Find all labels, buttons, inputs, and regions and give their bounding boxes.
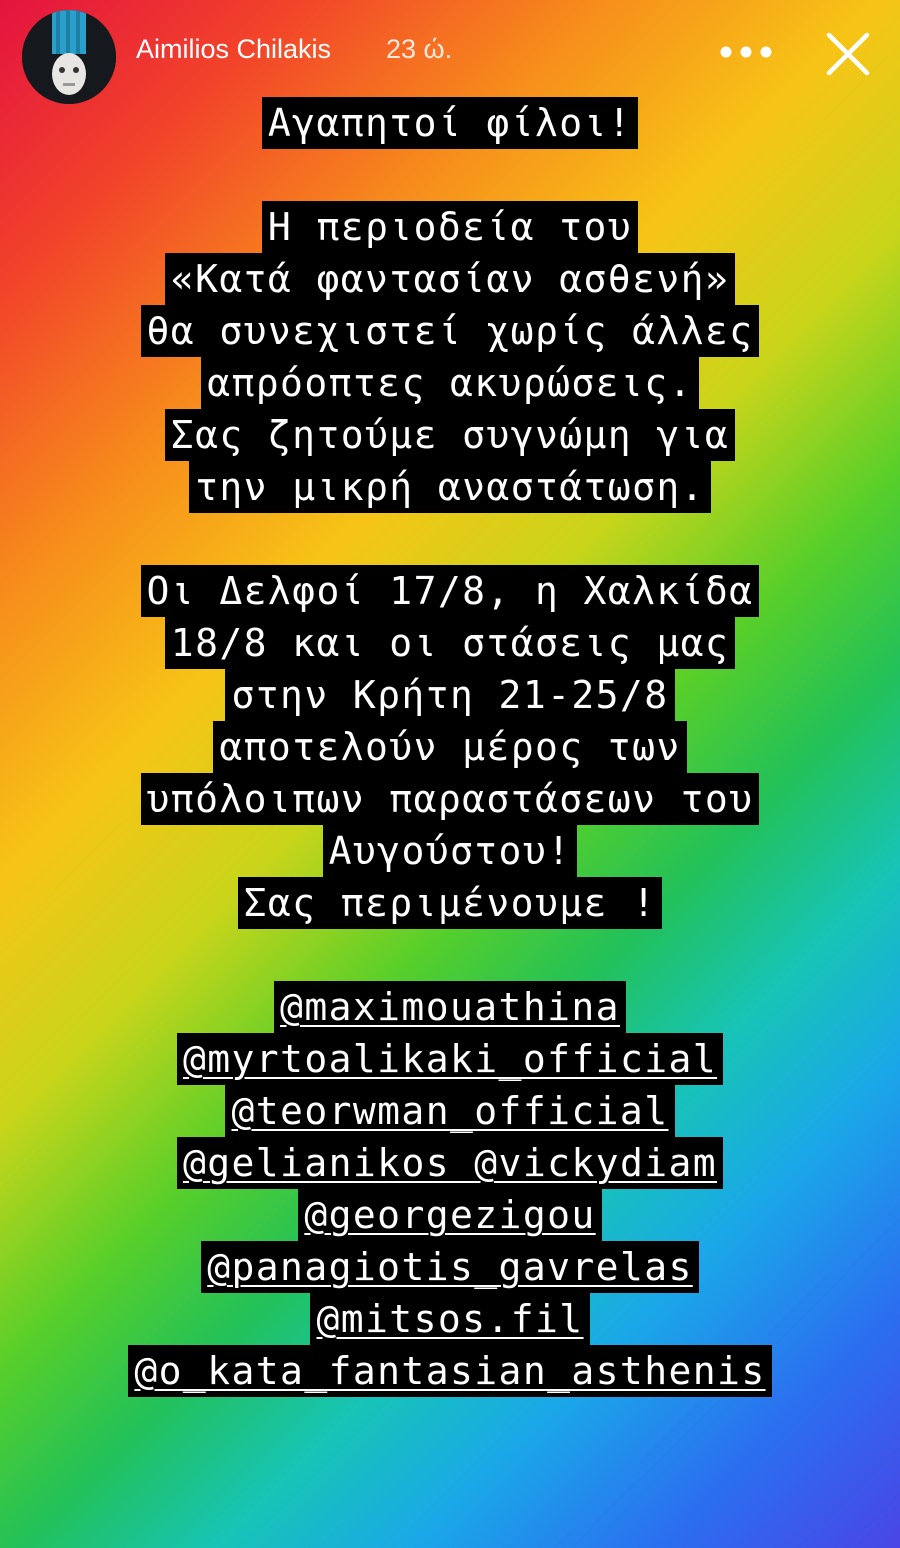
text-line: την μικρή αναστάτωση. [189,461,711,513]
mention-link[interactable]: @panagiotis_gavrelas [201,1241,699,1293]
mention-link[interactable]: @gelianikos @vickydiam [177,1137,723,1189]
close-icon [822,28,874,80]
text-line: θα συνεχιστεί χωρίς άλλες [141,305,760,357]
text-line: Αυγούστου! [323,825,578,877]
text-line: Σας περιμένουμε ! [238,877,663,929]
post-time: 23 ώ. [386,34,453,64]
avatar-image [22,10,116,104]
mention-link[interactable]: @georgezigou [298,1189,601,1241]
text-line: Η περιοδεία του [262,201,638,253]
story-text [0,97,900,1397]
mention-link[interactable]: @o_kata_fantasian_asthenis [128,1345,771,1397]
text-line: «Κατά φαντασίαν ασθενή» [165,253,735,305]
avatar[interactable] [22,10,116,104]
text-line: Σας ζητούμε συγνώμη για [165,409,735,461]
username[interactable]: Aimilios Chilakis [136,34,332,64]
text-line: απρόοπτες ακυρώσεις. [201,357,699,409]
story-header [0,0,900,110]
mention-link[interactable]: @maximouathina [274,981,626,1033]
close-button[interactable] [822,28,874,80]
text-line: Οι Δελφοί 17/8, η Χαλκίδα [141,565,760,617]
text-line: 18/8 και οι στάσεις μας [165,617,735,669]
more-options-button[interactable] [716,36,776,68]
more-dots-icon [716,36,776,68]
mention-link[interactable]: @mitsos.fil [310,1293,589,1345]
text-line: υπόλοιπων παραστάσεων του [141,773,760,825]
text-line: στην Κρήτη 21-25/8 [225,669,674,721]
text-line: αποτελούν μέρος των [213,721,686,773]
greeting-line: Αγαπητοί φίλοι! [262,97,638,149]
mention-link[interactable]: @teorwman_official [225,1085,674,1137]
mention-link[interactable]: @myrtoalikaki_official [177,1033,723,1085]
